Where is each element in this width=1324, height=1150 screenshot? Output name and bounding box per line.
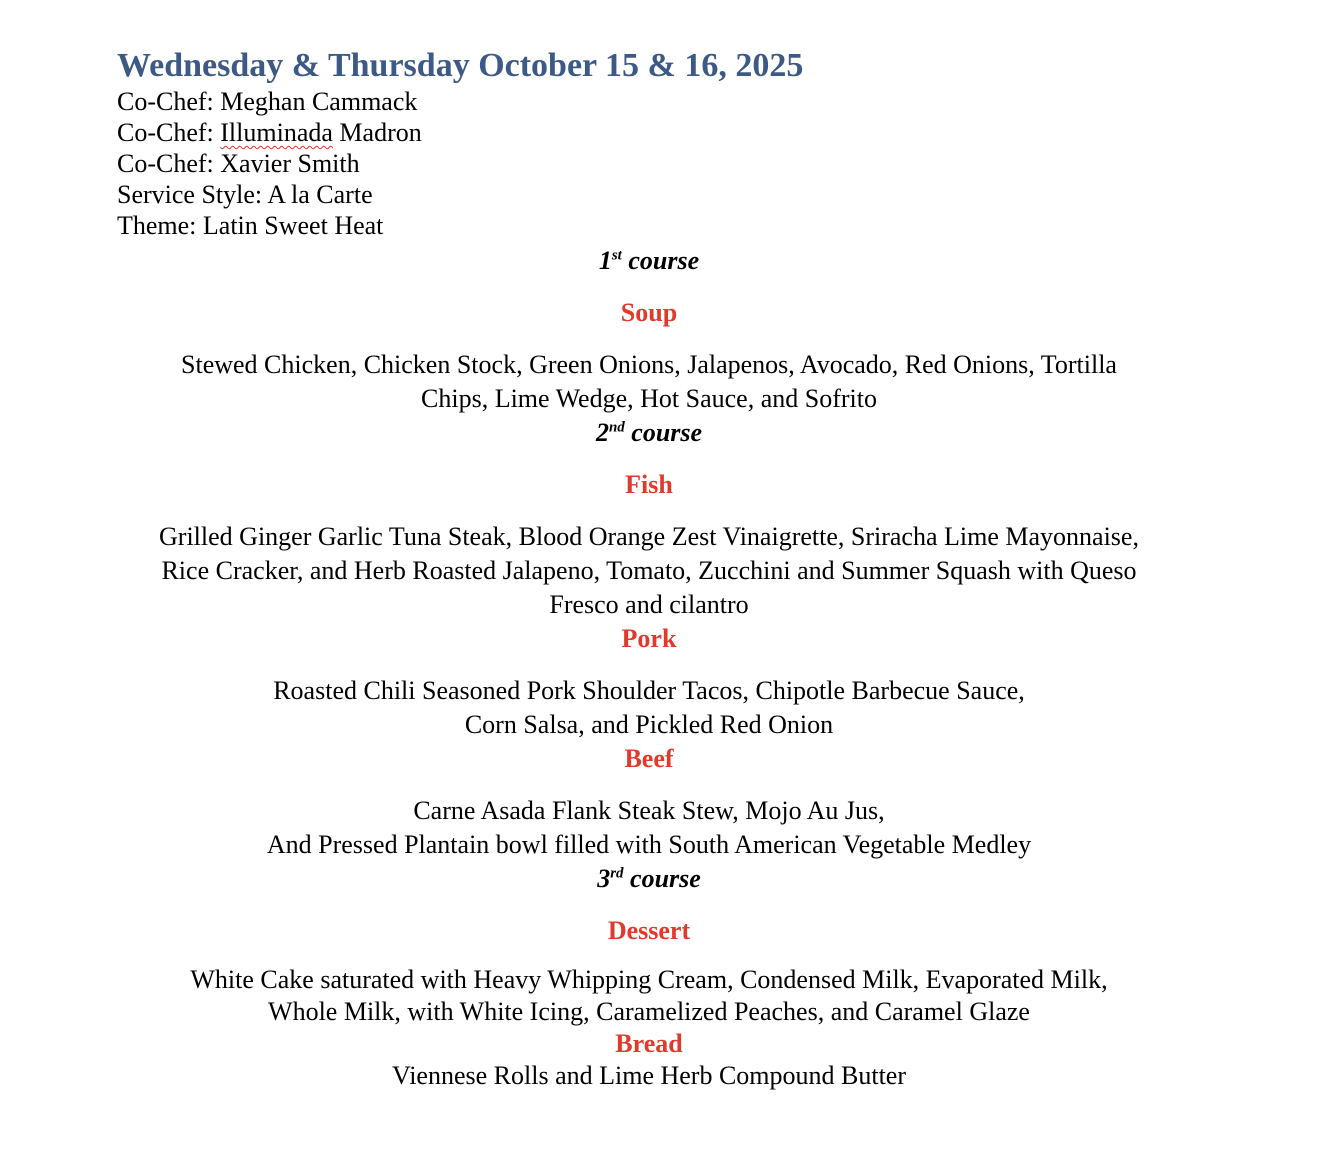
co-chef-3: Co-Chef: Xavier Smith bbox=[117, 149, 360, 178]
soup-description bbox=[100, 348, 1198, 416]
section-soup: Soup bbox=[620, 298, 678, 327]
description-line: Roasted Chili Seasoned Pork Shoulder Tacos, Chipotle Barbecue Sauce, bbox=[273, 676, 1025, 705]
description-line: Corn Salsa, and Pickled Red Onion bbox=[464, 710, 834, 739]
menu-header bbox=[117, 46, 1217, 241]
bread-description bbox=[100, 1060, 1198, 1092]
co-chef-2-first-name: Illuminada bbox=[220, 118, 333, 147]
beef-description bbox=[100, 794, 1198, 862]
section-bread: Bread bbox=[615, 1029, 683, 1058]
section-dessert: Dessert bbox=[607, 916, 691, 945]
section-fish: Fish bbox=[625, 470, 673, 499]
co-chef-1: Co-Chef: Meghan Cammack bbox=[117, 87, 418, 116]
description-line: Carne Asada Flank Steak Stew, Mojo Au Jus, bbox=[413, 796, 885, 825]
co-chef-2 bbox=[117, 117, 1217, 148]
description-line: Fresco and cilantro bbox=[549, 590, 749, 619]
course-number: 2 bbox=[595, 418, 609, 447]
course-word: course bbox=[623, 864, 701, 893]
section-pork: Pork bbox=[621, 624, 677, 653]
description-line: Grilled Ginger Garlic Tuna Steak, Blood Orange Zest Vinaigrette, Sriracha Lime Mayonnaise, bbox=[159, 522, 1139, 551]
course-ordinal: nd bbox=[608, 419, 625, 436]
course-ordinal: rd bbox=[610, 865, 624, 882]
course-word: course bbox=[624, 418, 703, 447]
fish-description bbox=[100, 520, 1198, 622]
co-chef-2-prefix: Co-Chef: bbox=[117, 118, 221, 147]
menu-body bbox=[100, 244, 1198, 1092]
course-number: 3 bbox=[597, 864, 611, 893]
course-heading-first bbox=[100, 244, 1198, 278]
section-beef: Beef bbox=[624, 744, 674, 773]
description-line: Rice Cracker, and Herb Roasted Jalapeno, Tomato, Zucchini and Summer Squash with Queso bbox=[161, 556, 1137, 585]
pork-description bbox=[100, 674, 1198, 742]
description-line: White Cake saturated with Heavy Whipping Cream, Condensed Milk, Evaporated Milk, bbox=[190, 965, 1108, 994]
description-line: And Pressed Plantain bowl filled with South American Vegetable Medley bbox=[266, 830, 1032, 859]
description-line: Viennese Rolls and Lime Herb Compound Butter bbox=[391, 1061, 907, 1090]
course-heading-third bbox=[100, 862, 1198, 896]
co-chef-2-last-name: Madron bbox=[332, 118, 422, 147]
theme: Theme: Latin Sweet Heat bbox=[117, 211, 384, 240]
description-line: Whole Milk, with White Icing, Caramelized Peaches, and Caramel Glaze bbox=[268, 997, 1030, 1026]
course-number: 1 bbox=[598, 246, 612, 275]
service-style: Service Style: A la Carte bbox=[117, 180, 373, 209]
course-heading-second bbox=[100, 416, 1198, 450]
course-ordinal: st bbox=[611, 247, 622, 264]
dessert-description bbox=[100, 964, 1198, 1028]
course-word: course bbox=[621, 246, 700, 275]
description-line: Stewed Chicken, Chicken Stock, Green Onions, Jalapenos, Avocado, Red Onions, Tortilla bbox=[181, 350, 1117, 379]
event-date-title: Wednesday & Thursday October 15 & 16, 2025 bbox=[117, 47, 804, 84]
description-line: Chips, Lime Wedge, Hot Sauce, and Sofrito bbox=[421, 384, 877, 413]
